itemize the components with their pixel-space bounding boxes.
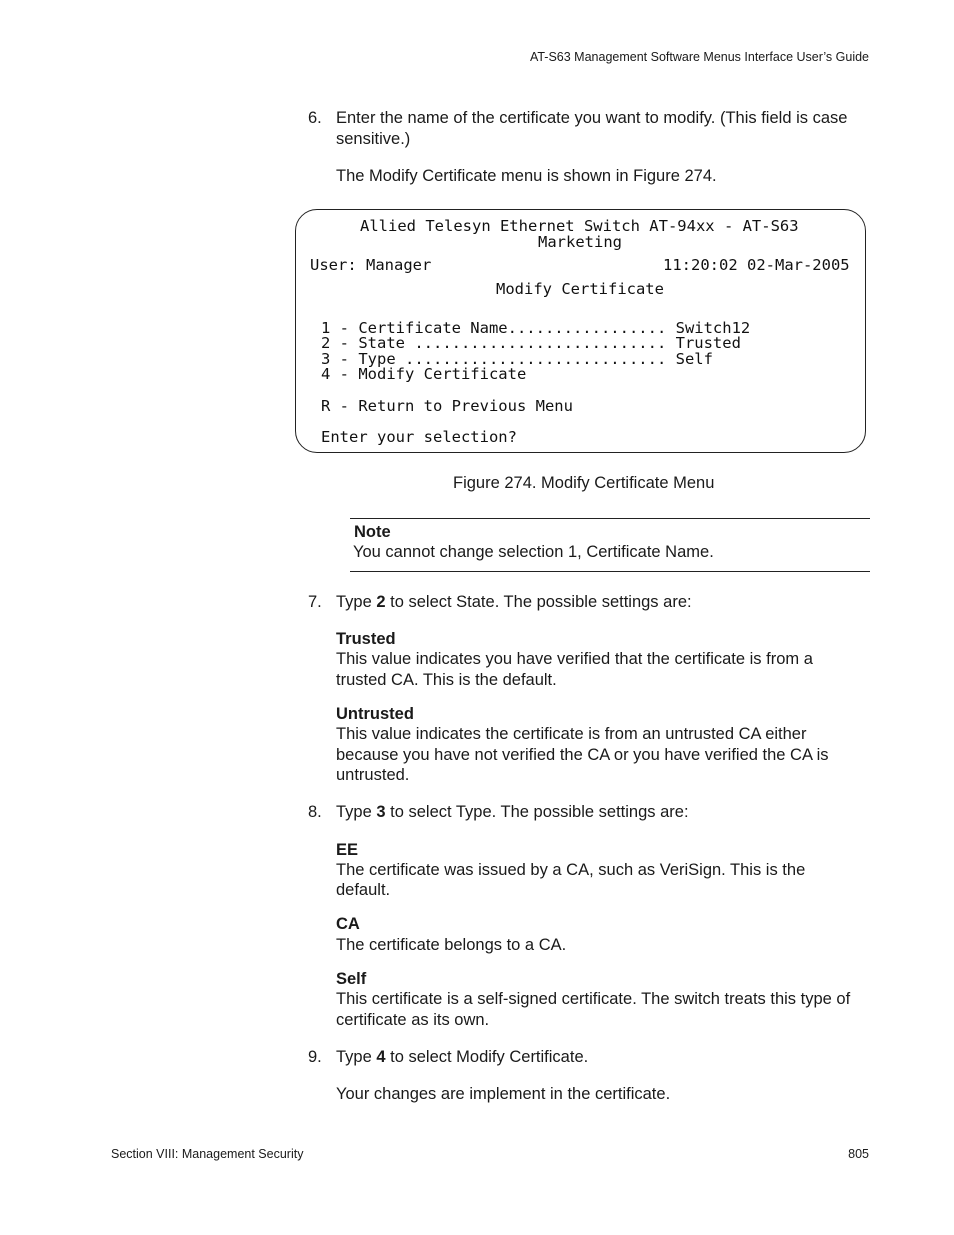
footer-page-number: 805 bbox=[848, 1147, 869, 1161]
option-ee-title: EE bbox=[336, 841, 359, 859]
step-8-post: to select Type. The possible settings are: bbox=[385, 803, 689, 821]
step-7-number: 7. bbox=[308, 593, 322, 611]
option-ee-desc-line1: The certificate was issued by a CA, such as VeriSign. This is the bbox=[336, 861, 806, 879]
step-8-pre: Type bbox=[336, 803, 377, 821]
step-6-text-line1: Enter the name of the certificate you want to modify. (This field is case bbox=[336, 109, 848, 127]
option-untrusted-title: Untrusted bbox=[336, 705, 414, 723]
step-8-number: 8. bbox=[308, 803, 322, 821]
figure-caption: Figure 274. Modify Certificate Menu bbox=[453, 474, 715, 492]
footer-section: Section VIII: Management Security bbox=[111, 1147, 304, 1161]
terminal-subtitle: Marketing bbox=[538, 233, 622, 251]
option-untrusted-desc-line2: because you have not verified the CA or you have verified the CA is bbox=[336, 746, 829, 764]
terminal-screen bbox=[295, 209, 866, 453]
step-7-key: 2 bbox=[376, 593, 386, 611]
terminal-title: Allied Telesyn Ethernet Switch AT-94xx - AT-S63 bbox=[360, 217, 799, 235]
terminal-datetime: 11:20:02 02-Mar-2005 bbox=[663, 256, 850, 274]
step-8-text bbox=[336, 802, 689, 823]
menu-item-state: 2 - State ........................... Trusted bbox=[321, 334, 741, 352]
terminal-user: User: Manager bbox=[310, 256, 432, 274]
step-6-number: 6. bbox=[308, 109, 322, 127]
step-9-pre: Type bbox=[336, 1048, 377, 1066]
note-top-rule bbox=[350, 518, 870, 519]
step-6-text-line2: sensitive.) bbox=[336, 130, 411, 148]
option-ca-desc-line1: The certificate belongs to a CA. bbox=[336, 936, 567, 954]
step-9-post: to select Modify Certificate. bbox=[385, 1048, 589, 1066]
step-9-number: 9. bbox=[308, 1048, 322, 1066]
option-untrusted-desc-line1: This value indicates the certificate is from an untrusted CA either bbox=[336, 725, 807, 743]
running-header: AT-S63 Management Software Menus Interface User’s Guide bbox=[529, 50, 869, 64]
option-ee-desc-line2: default. bbox=[336, 881, 391, 899]
step-7-text bbox=[336, 592, 692, 613]
option-self-desc-line2: certificate as its own. bbox=[336, 1011, 490, 1029]
step-7-post: to select State. The possible settings are: bbox=[385, 593, 692, 611]
option-trusted-desc-line1: This value indicates you have verified that the certificate is from a bbox=[336, 650, 813, 668]
terminal-menu-title: Modify Certificate bbox=[496, 280, 664, 298]
option-trusted-desc-line2: trusted CA. This is the default. bbox=[336, 671, 557, 689]
step-9-text bbox=[336, 1047, 588, 1068]
option-untrusted-desc-line3: untrusted. bbox=[336, 766, 410, 784]
option-self-title: Self bbox=[336, 970, 367, 988]
menu-item-certificate-name: 1 - Certificate Name................. Switch12 bbox=[321, 319, 751, 337]
menu-item-modify-certificate: 4 - Modify Certificate bbox=[321, 365, 527, 383]
menu-item-type: 3 - Type ............................ Self bbox=[321, 350, 713, 368]
note-title: Note bbox=[354, 523, 391, 541]
terminal-prompt: Enter your selection? bbox=[321, 428, 517, 446]
note-text: You cannot change selection 1, Certificate Name. bbox=[353, 543, 714, 561]
step-8-key: 3 bbox=[376, 803, 386, 821]
step-6-followup: The Modify Certificate menu is shown in Figure 274. bbox=[336, 167, 717, 185]
step-9-key: 4 bbox=[376, 1048, 386, 1066]
step-7-pre: Type bbox=[336, 593, 377, 611]
option-self-desc-line1: This certificate is a self-signed certificate. The switch treats this type of bbox=[336, 990, 851, 1008]
option-trusted-title: Trusted bbox=[336, 630, 396, 648]
step-9-followup: Your changes are implement in the certificate. bbox=[336, 1085, 671, 1103]
note-bottom-rule bbox=[350, 571, 870, 572]
option-ca-title: CA bbox=[336, 915, 360, 933]
menu-item-return: R - Return to Previous Menu bbox=[321, 397, 573, 415]
